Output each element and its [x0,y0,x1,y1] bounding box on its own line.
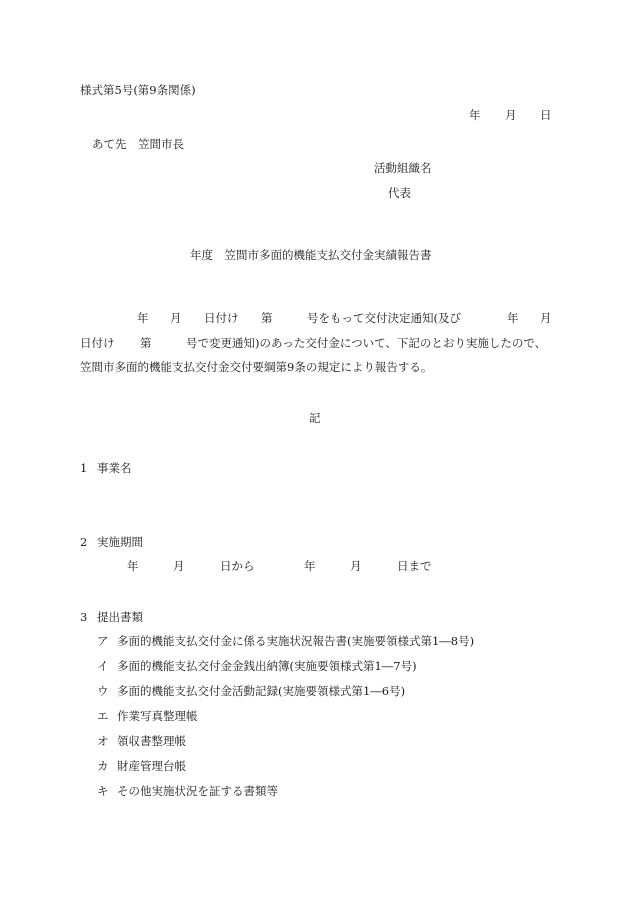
body-year: 年 [137,311,149,325]
ki-heading: 記 [309,411,321,425]
item-text: 領収書整理帳 [117,734,186,748]
item-text: 多面的機能支払交付金活動記録(実施要領様式第1―6号) [117,684,406,698]
period-year2: 年 [304,559,316,573]
form-label: 様式第5号(第9条関係) [80,83,196,97]
item-marker: エ [97,709,109,723]
date-month: 月 [505,108,517,122]
item-marker: カ [97,759,109,773]
body-line2-rest: 号で変更通知)のあった交付金について、下記のとおり実施したので、 [186,336,547,350]
document-item [97,658,417,674]
section-3-number: 3 [80,610,88,624]
item-text: 多面的機能支払交付金金銭出納簿(実施要領様式第1―7号) [117,659,417,673]
section-2-number: 2 [80,535,88,549]
org-name-label: 活動組織名 [374,161,432,175]
section-2-label: 実施期間 [97,535,143,549]
period-month2: 月 [350,559,362,573]
body-dated: 日付け [204,311,239,325]
document-item [97,783,278,799]
period-month1: 月 [173,559,185,573]
document-item [97,758,186,774]
document-title: 年度 笠間市多面的機能支払交付金実績報告書 [190,248,432,262]
item-marker: ウ [97,684,109,698]
date-day: 日 [540,108,552,122]
period-to: 日まで [397,559,432,573]
period-year1: 年 [127,559,139,573]
body-line2-no: 第 [140,336,152,350]
item-text: その他実施状況を証する書類等 [117,784,278,798]
section-1-number: 1 [80,461,88,475]
body-no: 第 [261,311,273,325]
period-from: 日から [220,559,255,573]
document-item [97,733,186,749]
item-text: 財産管理台帳 [117,759,186,773]
body-month2: 月 [540,311,552,325]
date-year: 年 [469,108,481,122]
document-item [97,708,198,724]
item-marker: イ [97,659,109,673]
item-marker: ア [97,634,109,648]
document-item [97,683,405,699]
item-marker: オ [97,734,109,748]
representative-label: 代表 [388,186,411,200]
section-3-label: 提出書類 [97,610,143,624]
body-line2-dated: 日付け [80,336,115,350]
document-item [97,633,474,649]
body-year2: 年 [507,311,519,325]
section-1-label: 事業名 [97,461,132,475]
body-line3: 笠間市多面的機能支払交付金交付要綱第9条の規定により報告する。 [80,360,433,374]
recipient: あて先 笠間市長 [92,137,184,151]
item-marker: キ [97,784,109,798]
body-notice: 号をもって交付決定通知(及び [307,311,461,325]
item-text: 作業写真整理帳 [117,709,198,723]
body-month: 月 [170,311,182,325]
item-text: 多面的機能支払交付金に係る実施状況報告書(実施要領様式第1―8号) [117,634,475,648]
